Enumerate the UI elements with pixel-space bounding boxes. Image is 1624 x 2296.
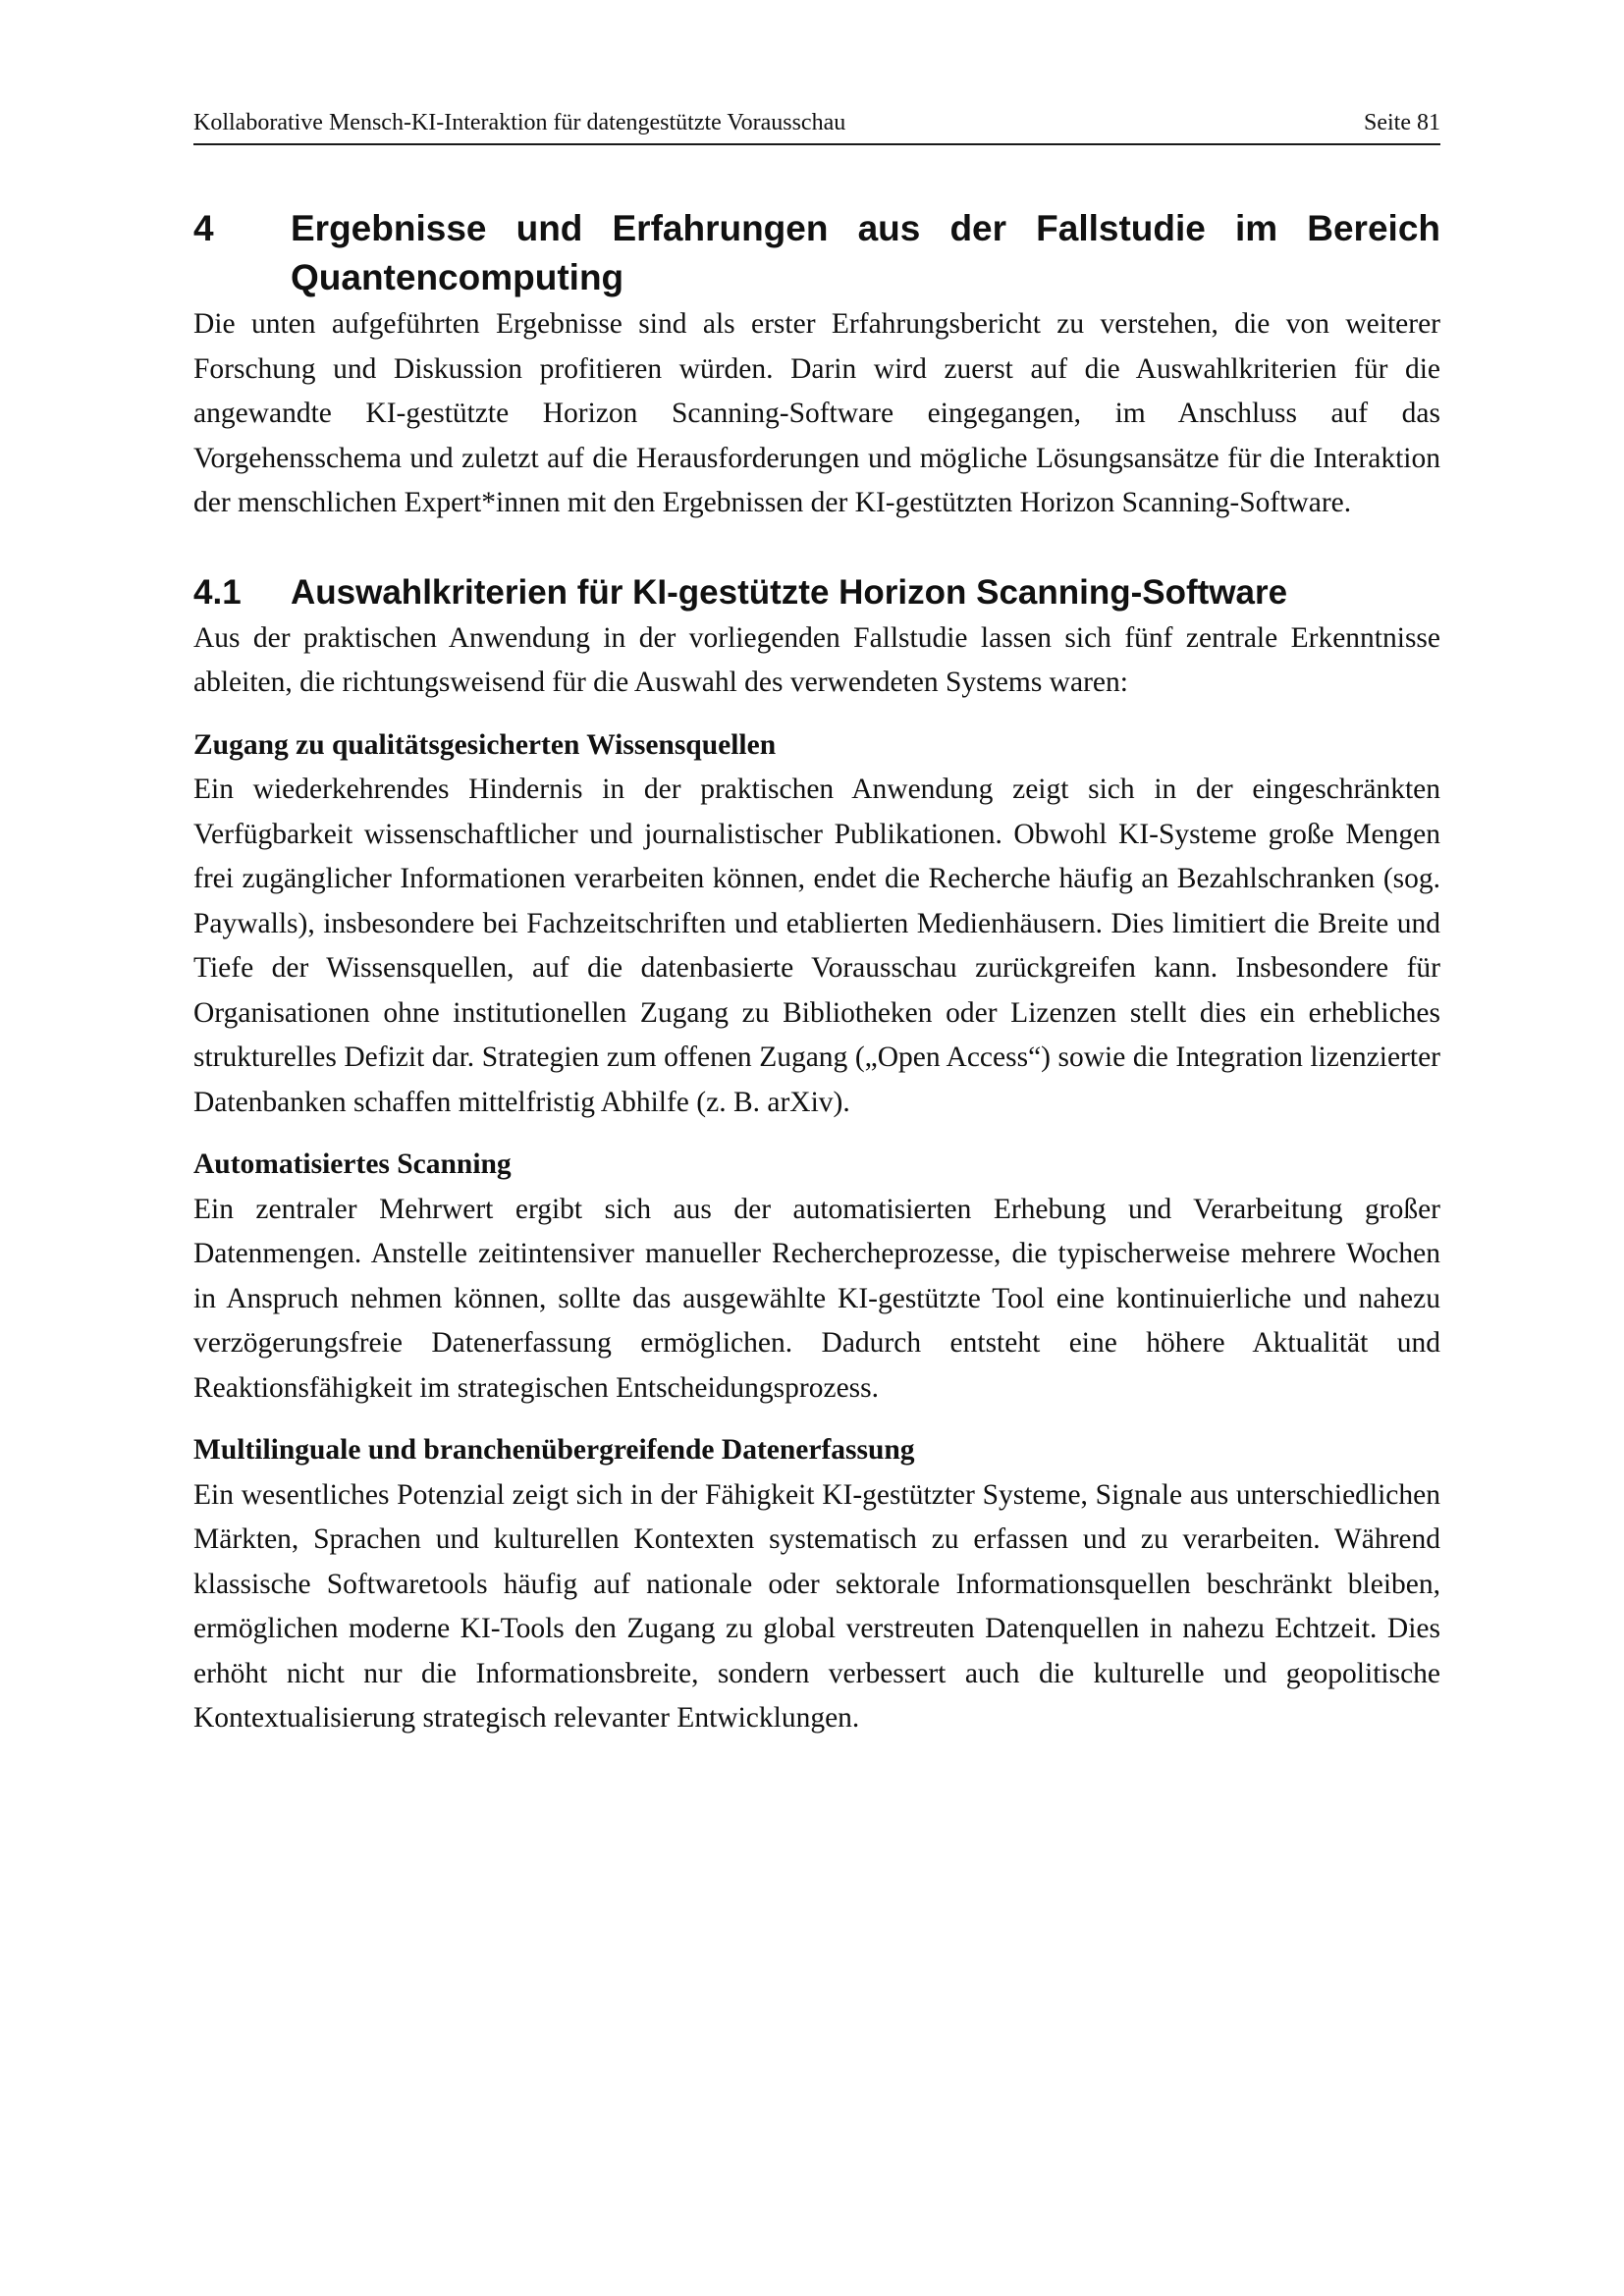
chapter-intro-paragraph: Die unten aufgeführten Ergebnisse sind als erster Erfahrungsbericht zu verstehen, die von weiterer Forschung und Diskussion profitieren würden. Darin wird zuerst auf die Auswahlkriterien für die angewandte KI-gestützte Horizon Scanning-Software eingegangen, im Anschluss auf das Vorgehensschema und zuletzt auf die Herausforderungen und mögliche Lösungsansätze für die Interaktion der menschlichen Expert*innen mit den Ergebnissen der KI-gestützten Horizon Scanning-Software. <box>193 308 1440 518</box>
chapter-title: Ergebnisse und Erfahrungen aus der Fallstudie im Bereich Quantencomputing <box>291 208 1440 297</box>
subsection-paragraph-knowledge-sources: Ein wiederkehrendes Hindernis in der praktischen Anwendung zeigt sich in der eingeschränkten Verfügbarkeit wissenschaftlicher und journalistischer Publikationen. Obwohl KI-Systeme große Mengen frei zugänglicher Informationen verarbeiten können, endet die Recherche häufig an Bezahlschranken (sog. Paywalls), insbesondere bei Fachzeitschriften und etablierten Medienhäusern. Dies limitiert die Breite und Tiefe der Wissensquellen, auf die datenbasierte Vorausschau zurückgreifen kann. Insbesondere für Organisationen ohne institutionellen Zugang zu Bibliotheken oder Lizenzen stellt dies ein erhebliches strukturelles Defizit dar. Strategien zum offenen Zugang („Open Access“) sowie die Integration lizenzierter Datenbanken schaffen mittelfristig Abhilfe (z. B. arXiv). <box>193 774 1440 1118</box>
subsection-heading-knowledge-sources: Zugang zu qualitätsgesicherten Wissensquellen <box>193 728 777 761</box>
subsection-heading-automated-scanning: Automatisiertes Scanning <box>193 1148 512 1180</box>
running-header <box>193 106 1440 145</box>
subsection-paragraph-multilingual: Ein wesentliches Potenzial zeigt sich in der Fähigkeit KI-gestützter Systeme, Signale aus unterschiedlichen Märkten, Sprachen und kulturellen Kontexten systematisch zu erfassen und zu verarbeiten. Während klassische Softwaretools häufig auf nationale oder sektorale Informationsquellen beschränkt bleiben, ermöglichen moderne KI-Tools den Zugang zu global verstreuten Datenquellen in nahezu Echtzeit. Dies erhöht nicht nur die Informationsbreite, sondern verbessert auch die kulturelle und geopolitische Kontextualisierung strategisch relevanter Entwicklungen. <box>193 1478 1440 1734</box>
section-number: 4.1 <box>193 572 242 612</box>
section-title: Auswahlkriterien für KI-gestützte Horizon Scanning-Software <box>291 572 1288 612</box>
subsection-heading-multilingual: Multilinguale und branchenübergreifende Datenerfassung <box>193 1434 915 1466</box>
chapter-heading <box>193 204 1440 302</box>
subsection-paragraph-automated-scanning: Ein zentraler Mehrwert ergibt sich aus der automatisierten Erhebung und Verarbeitung großer Datenmengen. Anstelle zeitintensiver manueller Rechercheprozesse, die typischerweise mehrere Wochen in Anspruch nehmen können, sollte das ausgewählte KI-gestützte Tool eine kontinuierliche und nahezu verzögerungsfreie Datenerfassung ermöglichen. Dadurch entsteht eine höhere Aktualität und Reaktionsfähigkeit im strategischen Entscheidungsprozess. <box>193 1193 1440 1404</box>
running-title: Kollaborative Mensch-KI-Interaktion für datengestützte Vorausschau <box>193 110 846 135</box>
page-number: Seite 81 <box>1364 110 1440 135</box>
section-heading <box>193 569 1440 616</box>
document-page <box>193 106 1440 1741</box>
chapter-number: 4 <box>193 208 214 248</box>
section-intro-paragraph: Aus der praktischen Anwendung in der vorliegenden Fallstudie lassen sich fünf zentrale Erkenntnisse ableiten, die richtungsweisend für die Auswahl des verwendeten Systems waren: <box>193 621 1440 698</box>
